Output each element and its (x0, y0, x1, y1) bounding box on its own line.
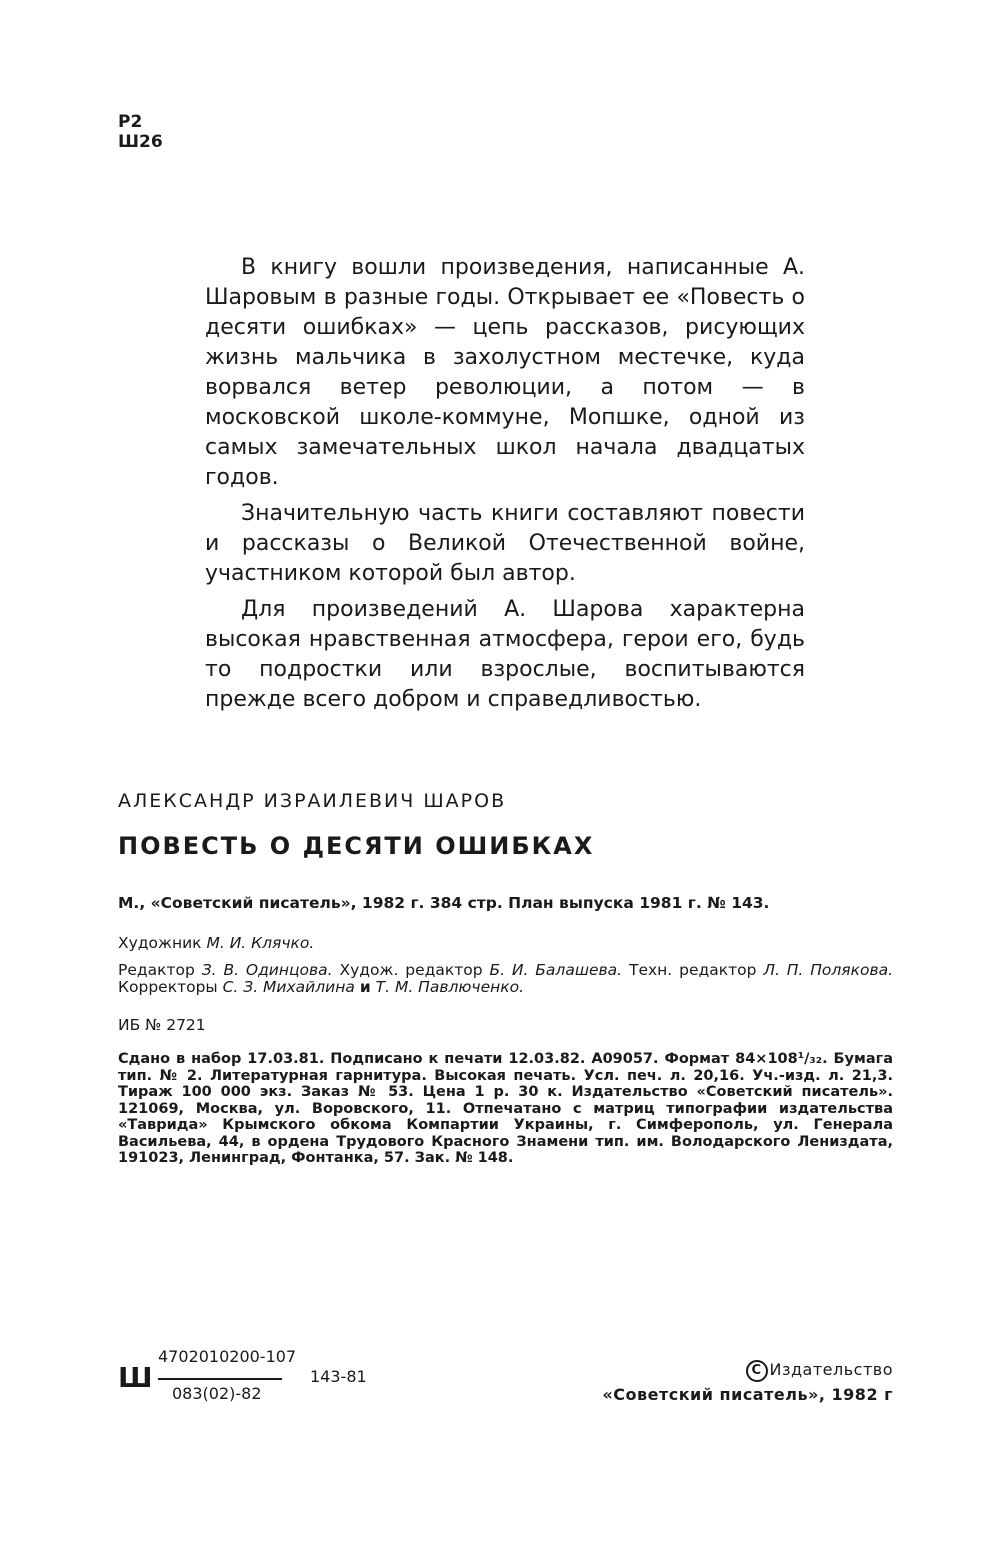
art-editor-name: Б. И. Балашева. (489, 961, 623, 979)
copyright-line-1: Издательство (769, 1360, 893, 1379)
art-editor-label: Худож. редактор (339, 961, 483, 979)
imprint-production-details: Сдано в набор 17.03.81. Подписано к печати 12.03.82. А09057. Формат 84×108¹/₃₂. Бумага тип. № 2. Литературная гарнитура. Высокая печать. Усл. печ. л. 20,16. Уч.-изд. л. 21,3. Тираж 100 000 экз. Заказ № 53. Цена 1 р. 30 к. Издательство «Советский писатель». 121069, Москва, ул. Воровского, 11. Отпечатано с матриц типографии издательства «Таврида» Крымского обкома Компартии Украины, г. Симферополь, ул. Генерала Васильева, 44, в ордена Трудового Красного Знамени тип. им. Володарского Лениздата, 191023, Ленинград, Фонтанка, 57. Зак. № 148. (118, 1051, 893, 1166)
catalog-code: 143-81 (310, 1367, 367, 1386)
catalog-fraction-line (158, 1378, 282, 1380)
classification-line-2: Ш26 (118, 132, 163, 152)
catalog-denominator: 083(02)-82 (172, 1384, 262, 1403)
proofreader-1: С. З. Михайлина (222, 978, 355, 996)
annotation (205, 253, 805, 721)
copyright-notice (602, 1357, 893, 1407)
annotation-paragraph: Значительную часть книги составляют повести и рассказы о Великой Отечественной войне, участником которой был автор. (205, 501, 805, 586)
book-title: ПОВЕСТЬ О ДЕСЯТИ ОШИБКАХ (118, 832, 595, 860)
proofreaders-label: Корректоры (118, 978, 218, 996)
editor-label: Редактор (118, 961, 195, 979)
catalog-letter: Ш (118, 1361, 153, 1394)
tech-editor-label: Техн. редактор (629, 961, 757, 979)
proofreaders-and: и (359, 978, 371, 996)
imprint-artist (118, 935, 893, 952)
proofreader-2: Т. М. Павлюченко. (375, 978, 525, 996)
editor-name: З. В. Одинцова. (201, 961, 333, 979)
annotation-paragraph: Для произведений А. Шарова характерна высокая нравственная атмосфера, герои его, будь то подростки или взрослые, воспитываются прежде всего добром и справедливостью. (205, 597, 805, 712)
imprint-publisher-line: М., «Советский писатель», 1982 г. 384 стр. План выпуска 1981 г. № 143. (118, 894, 770, 912)
author-name: АЛЕКСАНДР ИЗРАИЛЕВИЧ ШАРОВ (118, 790, 507, 812)
tech-editor-name: Л. П. Полякова. (763, 961, 894, 979)
catalog-numerator: 4702010200-107 (158, 1347, 297, 1366)
imprint-editors (118, 962, 893, 996)
artist-label: Художник (118, 934, 202, 952)
classification-line-1: Р2 (118, 112, 143, 132)
annotation-paragraph: В книгу вошли произведения, написанные А. Шаровым в разные годы. Открывает ее «Повесть о десяти ошибках» — цепь рассказов, рисующих жизнь мальчика в захолустном местечке, куда ворвался ветер революции, а потом — в московской школе-коммуне, Мопшке, одной из самых замечательных школ начала двадцатых годов. (205, 255, 805, 490)
copyright-icon: C (746, 1360, 768, 1382)
classification-index (118, 112, 163, 152)
artist-name: М. И. Клячко. (206, 934, 315, 952)
copyright-line-2: «Советский писатель», 1982 г (602, 1385, 893, 1404)
imprint-ib-number: ИБ № 2721 (118, 1016, 206, 1034)
